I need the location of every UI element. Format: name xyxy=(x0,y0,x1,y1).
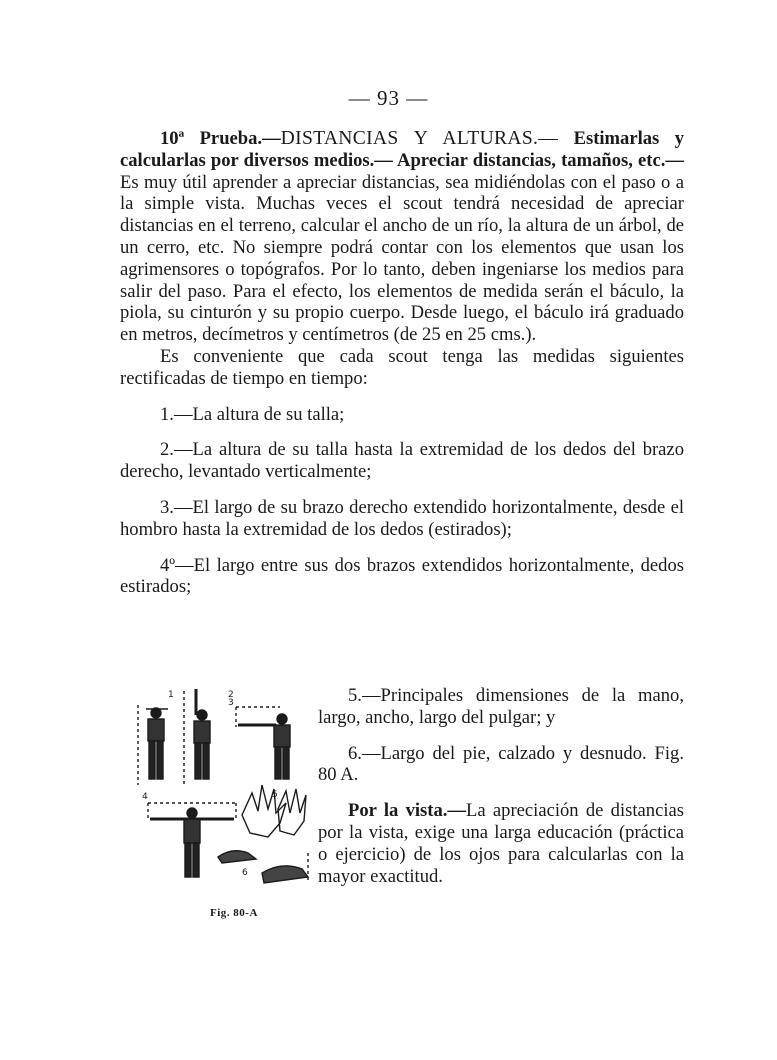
section-subtitle: Estimarlas y calcularlas por diversos medios.— Apreciar distancias, tamaños, etc.— xyxy=(120,128,684,171)
scout-arm-horizontal-figure xyxy=(236,707,290,779)
figure-mark-2: 2 xyxy=(228,690,234,700)
paragraph-measures: Es conveniente que cada scout tenga las medidas siguientes rectificadas de tiempo en tiempo: xyxy=(120,345,684,389)
figure-mark-5: 5 xyxy=(272,790,278,800)
list-item-2: 2.—La altura de su talla hasta la extremidad de los dedos del brazo derecho, levantado verticalmente; xyxy=(120,439,684,483)
section-label: Prueba.— xyxy=(199,128,281,149)
page-number: — 93 — xyxy=(348,86,429,110)
list-item-3: 3.—El largo de su brazo derecho extendido horizontalmente, desde el hombro hasta la extremidad de los dedos (estirados); xyxy=(120,496,684,540)
figure-caption: Fig. 80-A xyxy=(210,907,258,919)
vista-paragraph xyxy=(318,800,684,887)
section-title: DISTANCIAS Y ALTURAS.— xyxy=(280,128,559,149)
section-intro: Es muy útil aprender a apreciar distancias, sea midiéndolas con el paso o a la simple vista. Muchas veces el scout tendrá necesidad de apreciar distancias en el terreno, calcular el ancho de un río, la altura de un árbol, de un cerro, etc. No siempre podrá contar con los elementos que usan los agrimensores o topógrafos. Por lo tanto, deben ingeniarse los medios para salir del paso. Para el efecto, los elementos de medida serán el báculo, la piola, su cinturón y su propio cuerpo. Desde luego, el báculo irá graduado en metros, decímetros y centímetros (de 25 en 25 cms.). xyxy=(120,171,684,346)
section-number: 10ª xyxy=(160,128,185,149)
vista-text: La apreciación de distancias por la vista, exige una larga educación (práctica o ejercicio) de los ojos para calcularlas con la mayor exactitud. xyxy=(318,800,684,887)
list-item-4: 4º—El largo entre sus dos brazos extendidos horizontalmente, dedos estirados; xyxy=(120,554,684,598)
scout-arm-raised-figure xyxy=(184,689,210,785)
vista-label: Por la vista.— xyxy=(348,800,467,822)
figure-mark-3: 3 xyxy=(228,698,234,708)
feet-illustration xyxy=(218,851,308,883)
list-item-1: 1.—La altura de su talla; xyxy=(160,403,345,425)
right-column-text xyxy=(318,685,684,887)
scout-arms-extended-figure xyxy=(148,803,236,877)
section-heading-paragraph xyxy=(120,128,684,346)
figure-and-text xyxy=(120,685,684,945)
scout-standing-figure xyxy=(138,705,168,785)
body-measurements-illustration xyxy=(132,685,322,917)
figure-mark-4: 4 xyxy=(142,792,148,802)
figure-mark-6: 6 xyxy=(242,868,248,878)
list-item-6: 6.—Largo del pie, calzado y desnudo. Fig. 80 A. xyxy=(318,742,684,786)
main-text xyxy=(120,128,684,598)
figure-80a xyxy=(132,685,322,917)
list-item-5: 5.—Principales dimensiones de la mano, largo, ancho, largo del pulgar; y xyxy=(318,685,684,728)
figure-mark-1: 1 xyxy=(168,690,174,700)
